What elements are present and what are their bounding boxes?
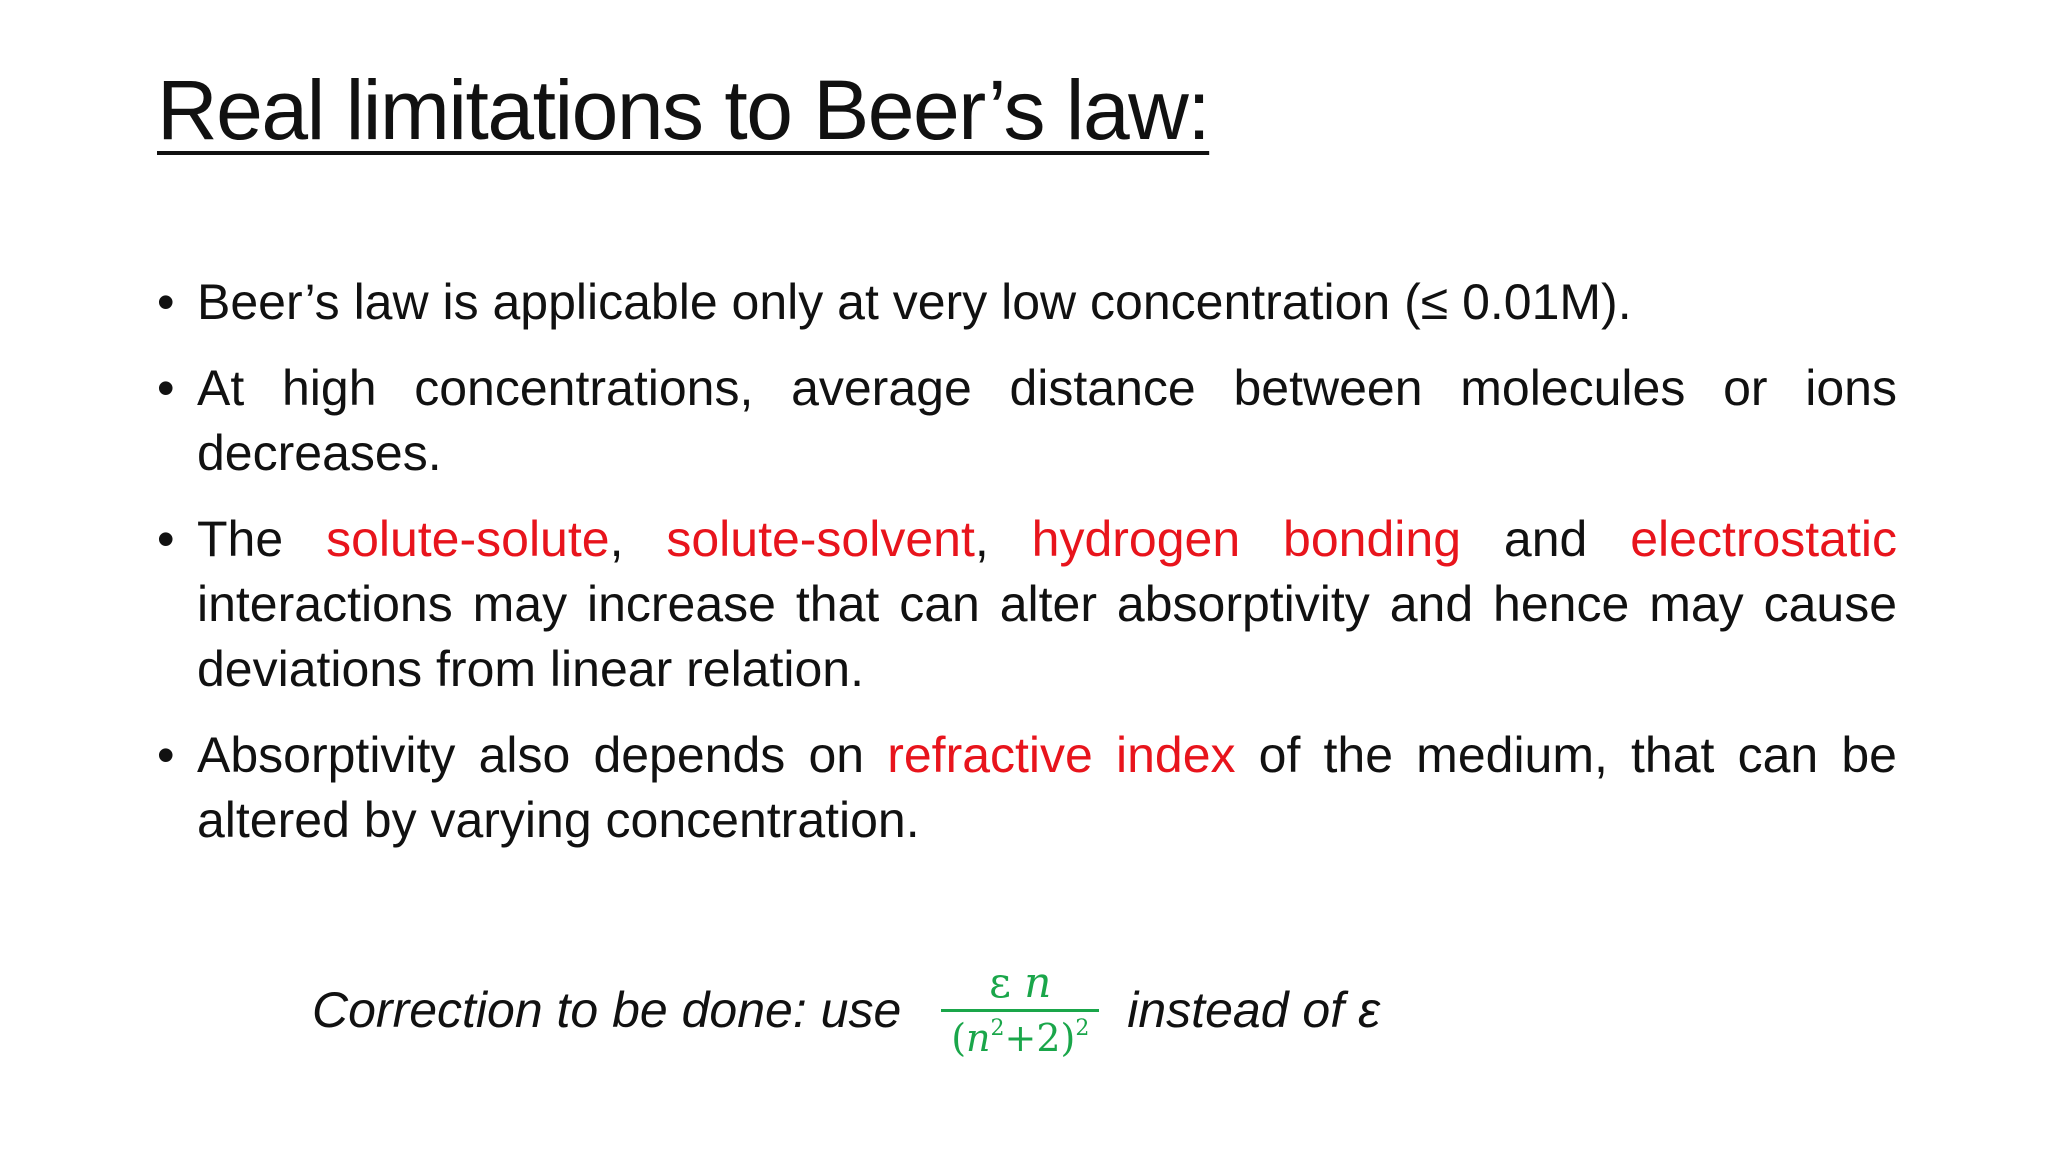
highlight-solute-solvent: solute-solvent	[666, 511, 975, 567]
bullet-dot: •	[157, 727, 175, 783]
fraction-denominator	[951, 1012, 1089, 1064]
slide-title: Real limitations to Beer’s law:	[157, 63, 1210, 157]
bullet-text: interactions may increase that can alter absorptivity and hence may cause deviations from linear relation.	[197, 576, 1897, 697]
refractive-index-var: n	[966, 1015, 991, 1060]
bullet-text: Absorptivity also depends on	[197, 727, 888, 783]
bullet-item	[157, 270, 1897, 335]
bullet-text: and	[1461, 511, 1631, 567]
bullet-dot: •	[157, 360, 175, 416]
bullet-text: ,	[609, 511, 667, 567]
correction-suffix: instead of ε	[1127, 982, 1380, 1038]
bullet-item	[157, 356, 1897, 486]
refractive-index-var: n	[1024, 957, 1052, 1007]
bullet-text: The	[197, 511, 327, 567]
correction-fraction	[941, 957, 1099, 1064]
bullet-list	[157, 270, 1897, 874]
epsilon-symbol: ε	[989, 957, 1011, 1007]
bullet-text: At high concentrations, average distance between molecules or ions decreases.	[197, 360, 1897, 481]
bullet-item	[157, 723, 1897, 853]
correction-line	[312, 950, 1380, 1070]
denominator-rest: +2)	[1004, 1015, 1076, 1060]
bullet-dot: •	[157, 511, 175, 567]
bullet-text: Beer’s law is applicable only at very low concentration (≤ 0.01M).	[197, 274, 1632, 330]
bullet-text: of the medium, that can be altered by varying concentration.	[197, 727, 1897, 848]
bullet-item	[157, 507, 1897, 702]
highlight-refractive-index: refractive index	[887, 727, 1236, 783]
highlight-solute-solute: solute-solute	[326, 511, 610, 567]
correction-prefix: Correction to be done: use	[312, 982, 902, 1038]
fraction-numerator	[979, 957, 1061, 1009]
highlight-electrostatic: electrostatic	[1630, 511, 1897, 567]
bullet-text: ,	[974, 511, 1032, 567]
paren-open: (	[951, 1015, 967, 1060]
exponent-inner: 2	[990, 1015, 1005, 1041]
exponent-outer: 2	[1075, 1015, 1090, 1041]
highlight-hydrogen-bonding: hydrogen bonding	[1031, 511, 1461, 567]
bullet-dot: •	[157, 274, 175, 330]
